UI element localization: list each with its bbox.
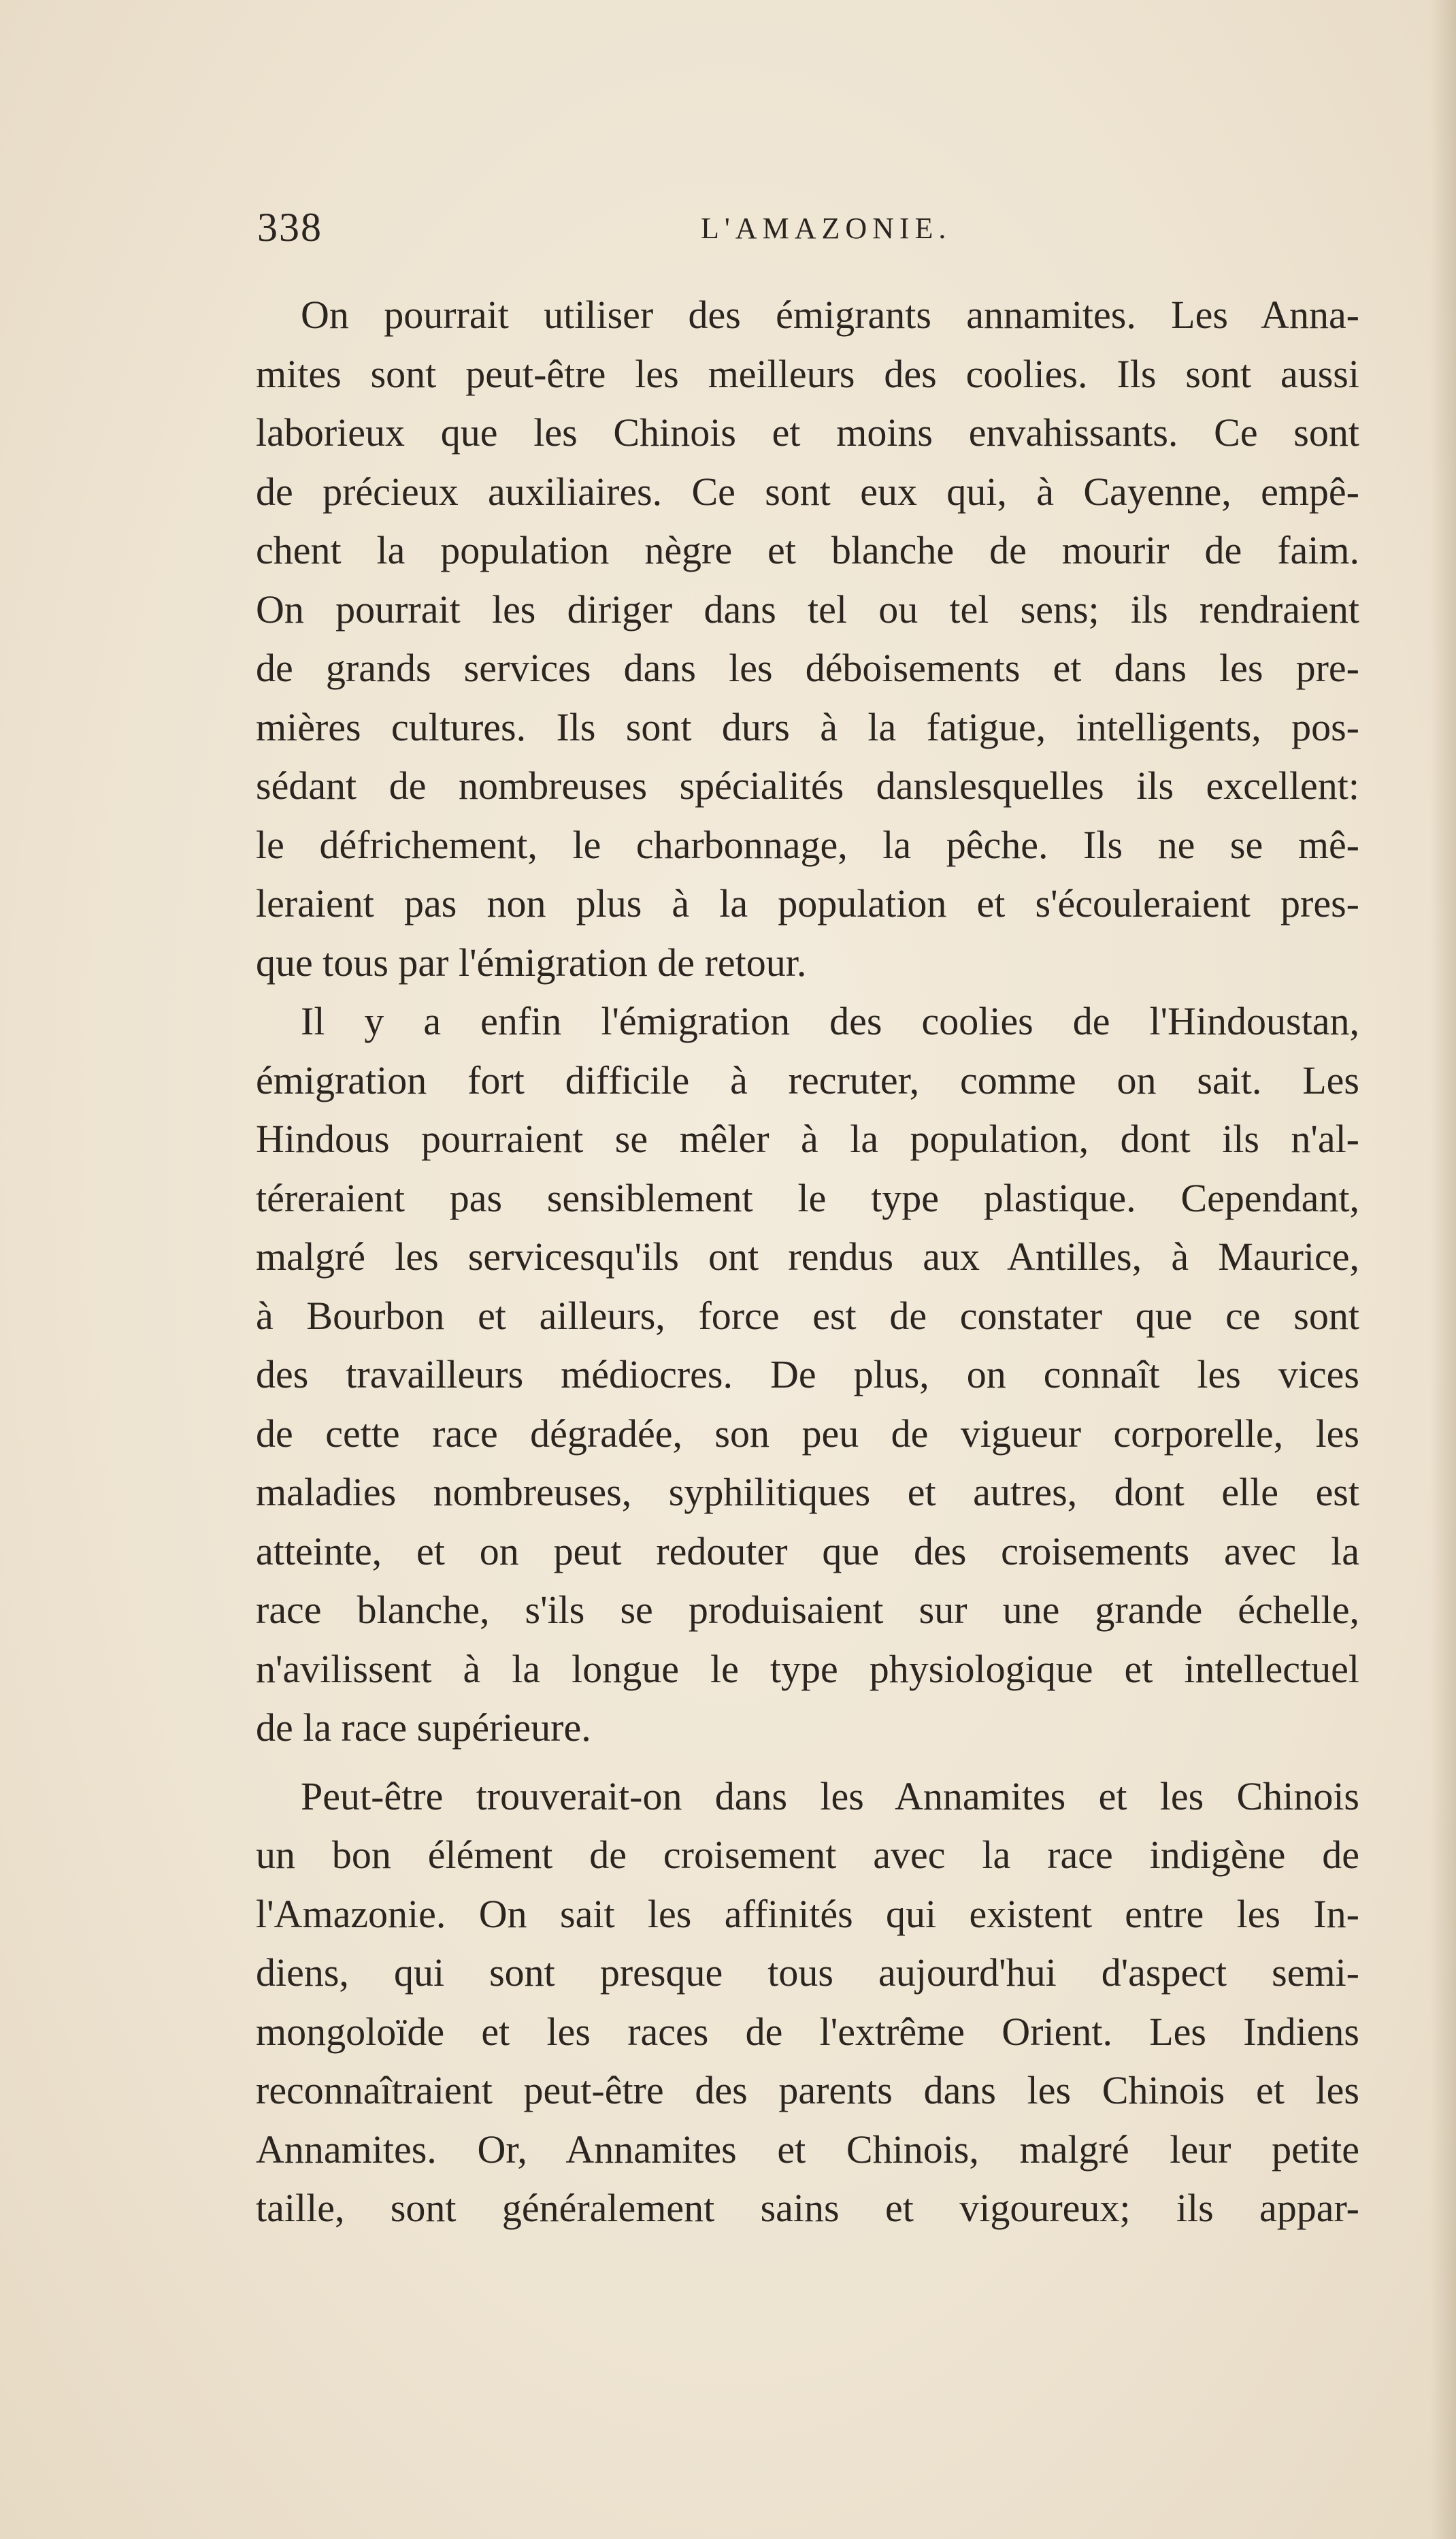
- text-line: Il y a enfin l'émigration des coolies de l'Hindoustan,: [301, 999, 1359, 1043]
- text-line: On pourrait les diriger dans tel ou tel sens; ils rendraient: [256, 587, 1359, 632]
- text-line: de précieux auxiliaires. Ce sont eux qui, à Cayenne, empê-: [256, 469, 1359, 514]
- text-line: des travailleurs médiocres. De plus, on connaît les vices: [256, 1352, 1359, 1396]
- text-line: de cette race dégradée, son peu de vigueur corporelle, les: [256, 1411, 1359, 1456]
- text-line: chent la population nègre et blanche de mourir de faim.: [256, 528, 1359, 572]
- text-line: émigration fort difficile à recruter, comme on sait. Les: [256, 1058, 1359, 1102]
- body-text: [256, 286, 1359, 2238]
- text-line: Hindous pourraient se mêler à la population, dont ils n'al-: [256, 1117, 1359, 1161]
- text-line: le défrichement, le charbonnage, la pêche. Ils ne se mê-: [256, 822, 1359, 867]
- text-line: On pourrait utiliser des émigrants annamites. Les Anna-: [301, 293, 1359, 337]
- text-line: de la race supérieure.: [256, 1705, 591, 1750]
- text-line: mites sont peut-être les meilleurs des coolies. Ils sont aussi: [256, 351, 1359, 396]
- text-line: reconnaîtraient peut-être des parents dans les Chinois et les: [256, 2068, 1359, 2112]
- text-line: mières cultures. Ils sont durs à la fatigue, intelligents, pos-: [256, 704, 1359, 749]
- text-line: un bon élément de croisement avec la race indigène de: [256, 1833, 1359, 1877]
- text-line: race blanche, s'ils se produisaient sur une grande échelle,: [256, 1588, 1359, 1632]
- text-line: sédant de nombreuses spécialités danslesquelles ils excellent:: [256, 764, 1359, 808]
- text-line: n'avilissent à la longue le type physiologique et intellectuel: [256, 1646, 1359, 1691]
- text-line: que tous par l'émigration de retour.: [256, 940, 807, 985]
- text-line: l'Amazonie. On sait les affinités qui existent entre les In-: [256, 1891, 1359, 1936]
- text-line: atteinte, et on peut redouter que des croisements avec la: [256, 1528, 1359, 1573]
- text-line: Annamites. Or, Annamites et Chinois, malgré leur petite: [256, 2127, 1359, 2172]
- page-number: 338: [257, 205, 322, 250]
- text-line: Peut-être trouverait-on dans les Annamites et les Chinois: [301, 1773, 1359, 1818]
- text-line: laborieux que les Chinois et moins envahissants. Ce sont: [256, 410, 1359, 455]
- text-line: mongoloïde et les races de l'extrême Orient. Les Indiens: [256, 2009, 1359, 2054]
- text-line: téreraient pas sensiblement le type plastique. Cependant,: [256, 1175, 1359, 1220]
- running-title: L'AMAZONIE.: [701, 212, 952, 245]
- text-line: taille, sont généralement sains et vigoureux; ils appar-: [256, 2186, 1359, 2230]
- page-edge-shadow: [1430, 0, 1456, 2539]
- text-line: maladies nombreuses, syphilitiques et autres, dont elle est: [256, 1470, 1359, 1514]
- page-header: [257, 204, 1359, 265]
- text-line: de grands services dans les déboisements et dans les pre-: [256, 646, 1359, 690]
- text-line: diens, qui sont presque tous aujourd'hui d'aspect semi-: [256, 1950, 1359, 1995]
- text-line: malgré les servicesqu'ils ont rendus aux Antilles, à Maurice,: [256, 1234, 1359, 1279]
- text-line: leraient pas non plus à la population et s'écouleraient pres-: [256, 881, 1359, 925]
- text-line: à Bourbon et ailleurs, force est de constater que ce sont: [256, 1293, 1359, 1338]
